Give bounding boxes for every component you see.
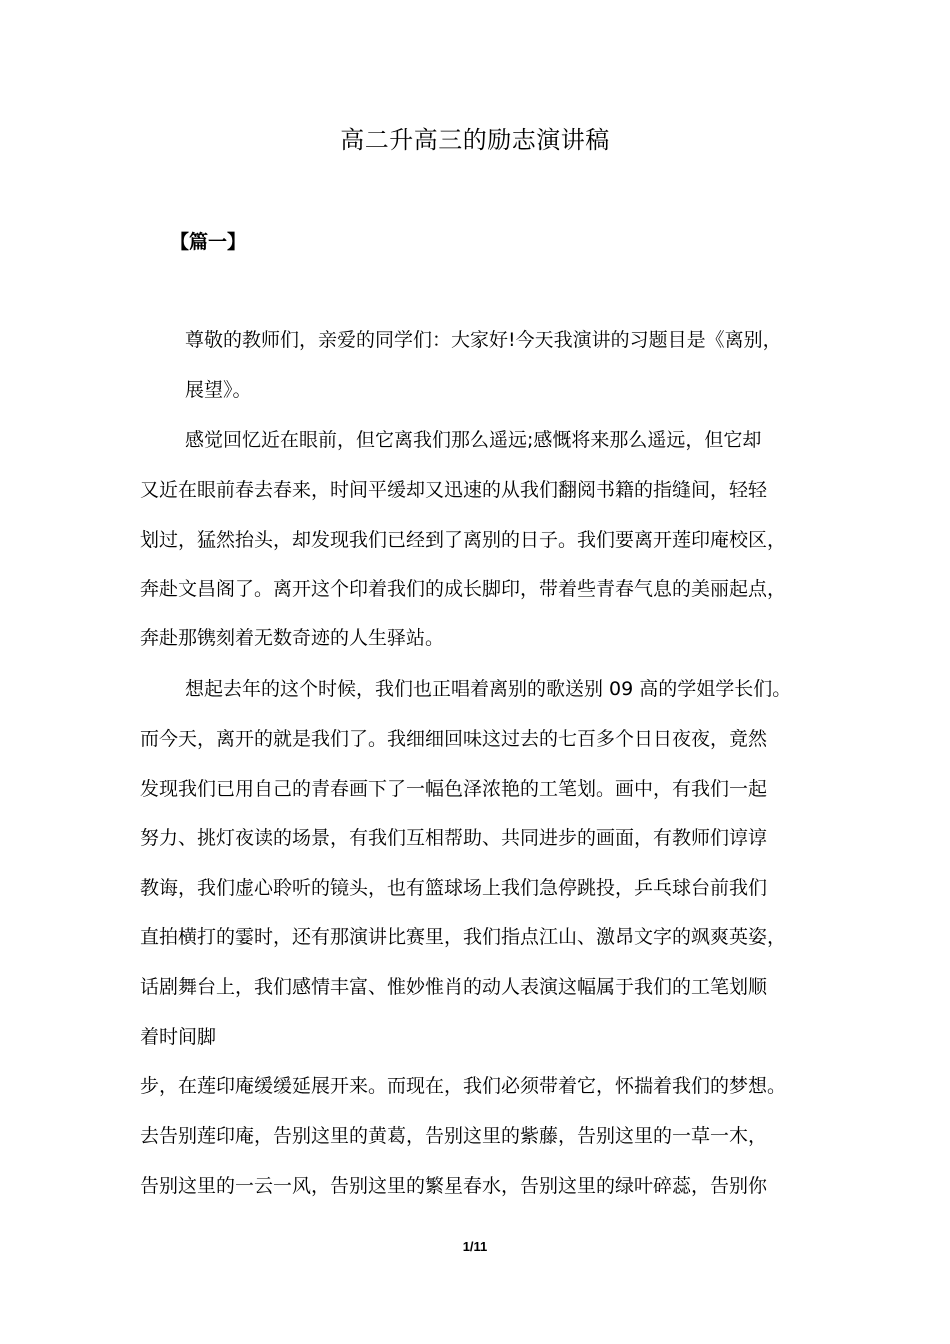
text-line: 划过，猛然抬头，却发现我们已经到了离别的日子。我们要离开莲印庵校区， xyxy=(140,529,787,551)
text-line: 奔赴文昌阁了。离开这个印着我们的成长脚印，带着些青春气息的美丽起点， xyxy=(140,578,787,600)
text-line: 感觉回忆近在眼前，但它离我们那么遥远;感慨将来那么遥远，但它却 xyxy=(185,429,762,451)
text-line: 着时间脚 xyxy=(140,1026,217,1048)
text-line: 发现我们已用自己的青春画下了一幅色泽浓艳的工笔划。画中，有我们一起 xyxy=(140,778,768,800)
text-line: 又近在眼前春去春来，时间平缓却又迅速的从我们翻阅书籍的指缝间，轻轻 xyxy=(140,479,768,501)
text-line: 教诲，我们虚心聆听的镜头，也有篮球场上我们急停跳投，乒乓球台前我们 xyxy=(140,877,768,899)
text-line: 直拍横打的霎时，还有那演讲比赛里，我们指点江山、激昂文字的飒爽英姿， xyxy=(140,926,787,948)
text-line: 步，在莲印庵缓缓延展开来。而现在，我们必须带着它，怀揣着我们的梦想。 xyxy=(140,1075,787,1097)
text-line: 告别这里的一云一风，告别这里的繁星春水，告别这里的绿叶碎蕊，告别你 xyxy=(140,1175,768,1197)
text-line: 展望》。 xyxy=(185,379,252,401)
text-line: 话剧舞台上，我们感情丰富、惟妙惟肖的动人表演这幅属于我们的工笔划顺 xyxy=(140,976,768,998)
page-title: 高二升高三的励志演讲稿 xyxy=(340,126,610,154)
text-line: 努力、挑灯夜读的场景，有我们互相帮助、共同进步的画面，有教师们谆谆 xyxy=(140,827,768,849)
text-line: 去告别莲印庵，告别这里的黄葛，告别这里的紫藤，告别这里的一草一木， xyxy=(140,1125,768,1147)
text-line: 而今天，离开的就是我们了。我细细回味这过去的七百多个日日夜夜，竟然 xyxy=(140,728,768,750)
text-line: 想起去年的这个时候，我们也正唱着离别的歌送别 09 高的学姐学长们。 xyxy=(185,678,792,700)
section-label: 【篇一】 xyxy=(170,231,247,253)
page-number: 1/11 xyxy=(462,1239,488,1254)
text-line: 尊敬的教师们，亲爱的同学们：大家好!今天我演讲的习题目是《离别， xyxy=(185,329,782,351)
text-line: 奔赴那镌刻着无数奇迹的人生驿站。 xyxy=(140,627,445,649)
